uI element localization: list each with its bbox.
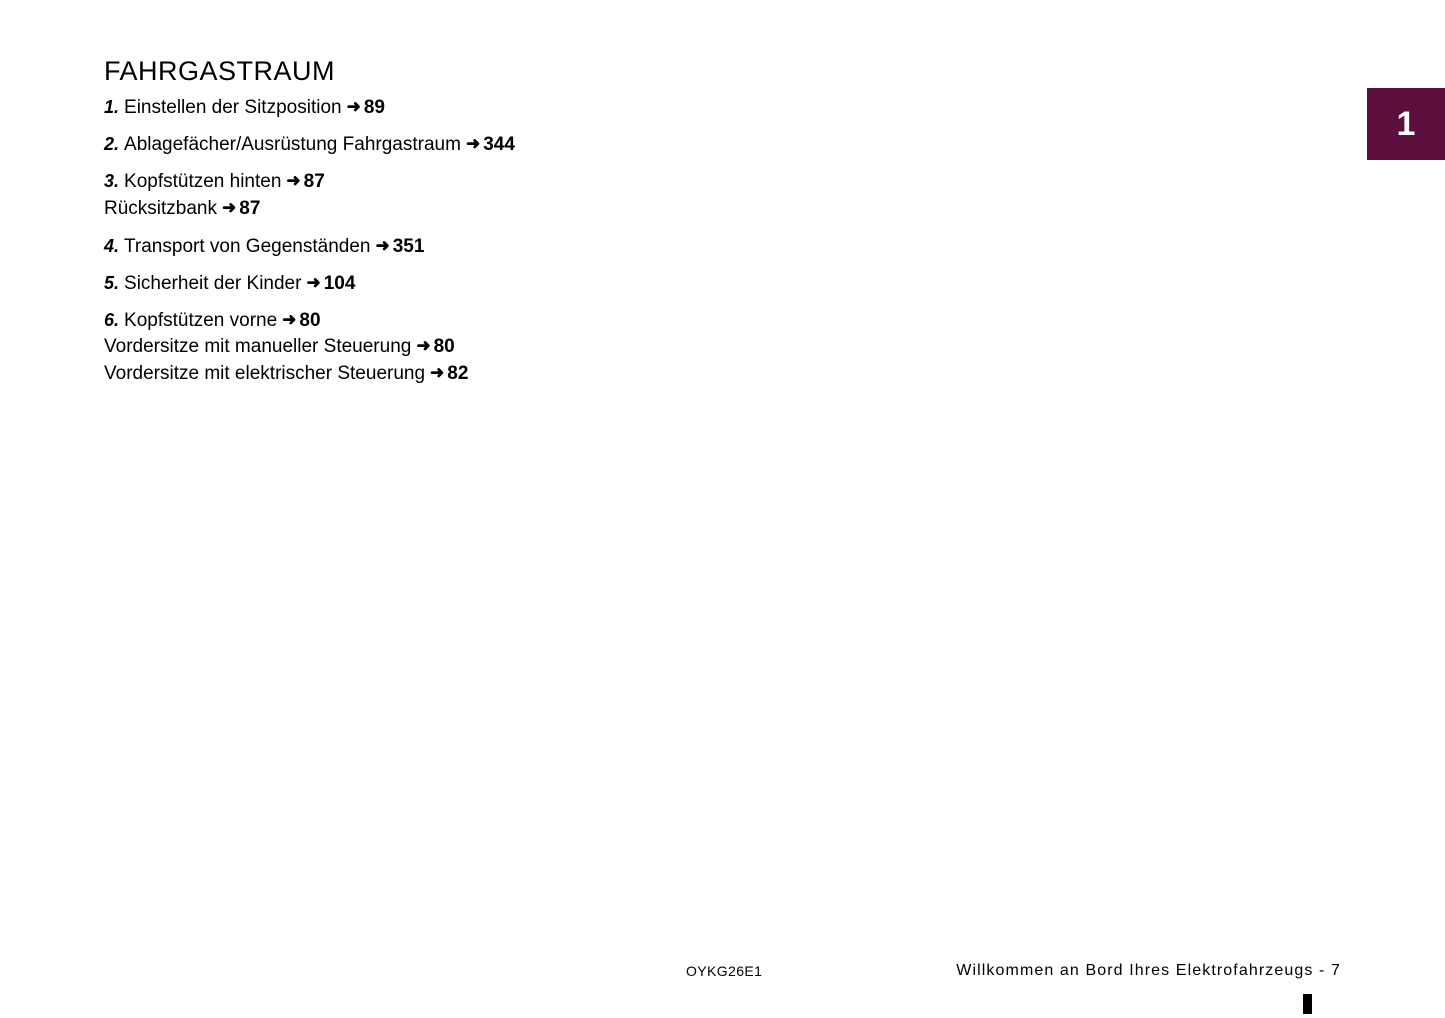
footer-page-marker <box>1303 994 1312 1014</box>
footer-section-title: Willkommen an Bord Ihres Elektrofahrzeugs - 7 <box>956 962 1341 979</box>
list-item <box>104 271 1004 297</box>
arrow-right-icon: ➜ <box>465 134 481 154</box>
item-number: 2. <box>104 134 120 155</box>
list-item <box>104 132 1004 158</box>
item-number: 1. <box>104 97 120 117</box>
item-main-line <box>104 234 1004 260</box>
sub-item-label: Vordersitze mit elektrischer Steuerung <box>104 363 426 385</box>
arrow-right-icon: ➜ <box>306 272 321 292</box>
chapter-number: 1 <box>1396 104 1416 143</box>
item-sub-line <box>104 361 1004 388</box>
item-number: 3. <box>104 171 120 192</box>
sub-item-page-reference[interactable]: 80 <box>433 336 455 358</box>
item-main-line <box>104 95 1004 121</box>
item-number: 4. <box>104 235 120 256</box>
item-label: Kopfstützen hinten <box>124 171 282 193</box>
footer-document-code: OYKG26E1 <box>686 963 763 979</box>
item-main-line <box>104 308 1004 334</box>
arrow-right-icon: ➜ <box>222 197 237 217</box>
item-main-line <box>104 169 1004 195</box>
sub-item-label: Vordersitze mit manueller Steuerung <box>104 336 412 358</box>
item-label: Ablagefächer/Ausrüstung Fahrgastraum <box>124 134 461 156</box>
item-label: Sicherheit der Kinder <box>124 272 302 294</box>
item-main-line <box>104 132 1004 158</box>
page-title: FAHRGASTRAUM <box>104 56 336 87</box>
list-item <box>104 234 1004 260</box>
arrow-right-icon: ➜ <box>282 310 297 330</box>
item-page-reference[interactable]: 89 <box>363 97 385 118</box>
item-page-reference[interactable]: 351 <box>392 235 425 257</box>
sub-item-page-reference[interactable]: 87 <box>239 197 261 219</box>
item-label: Einstellen der Sitzposition <box>124 97 342 118</box>
list-item <box>104 169 1004 222</box>
arrow-right-icon: ➜ <box>286 171 301 191</box>
item-sub-line <box>104 196 1004 223</box>
index-item-list <box>104 95 1004 399</box>
item-page-reference[interactable]: 87 <box>303 171 325 193</box>
item-label: Transport von Gegenständen <box>124 235 371 257</box>
item-page-reference[interactable]: 104 <box>323 272 356 294</box>
sub-item-label: Rücksitzbank <box>104 197 217 219</box>
item-number: 5. <box>104 272 120 293</box>
item-sub-line <box>104 334 1004 361</box>
item-page-reference[interactable]: 80 <box>299 310 321 332</box>
arrow-right-icon: ➜ <box>430 363 445 383</box>
chapter-tab <box>1367 88 1445 160</box>
list-item <box>104 308 1004 388</box>
item-number: 6. <box>104 310 120 331</box>
arrow-right-icon: ➜ <box>416 336 431 356</box>
item-main-line <box>104 271 1004 297</box>
arrow-right-icon: ➜ <box>346 97 361 116</box>
sub-item-page-reference[interactable]: 82 <box>447 363 469 385</box>
arrow-right-icon: ➜ <box>375 235 390 255</box>
item-label: Kopfstützen vorne <box>124 310 278 332</box>
list-item <box>104 95 1004 121</box>
item-page-reference[interactable]: 344 <box>483 134 515 156</box>
